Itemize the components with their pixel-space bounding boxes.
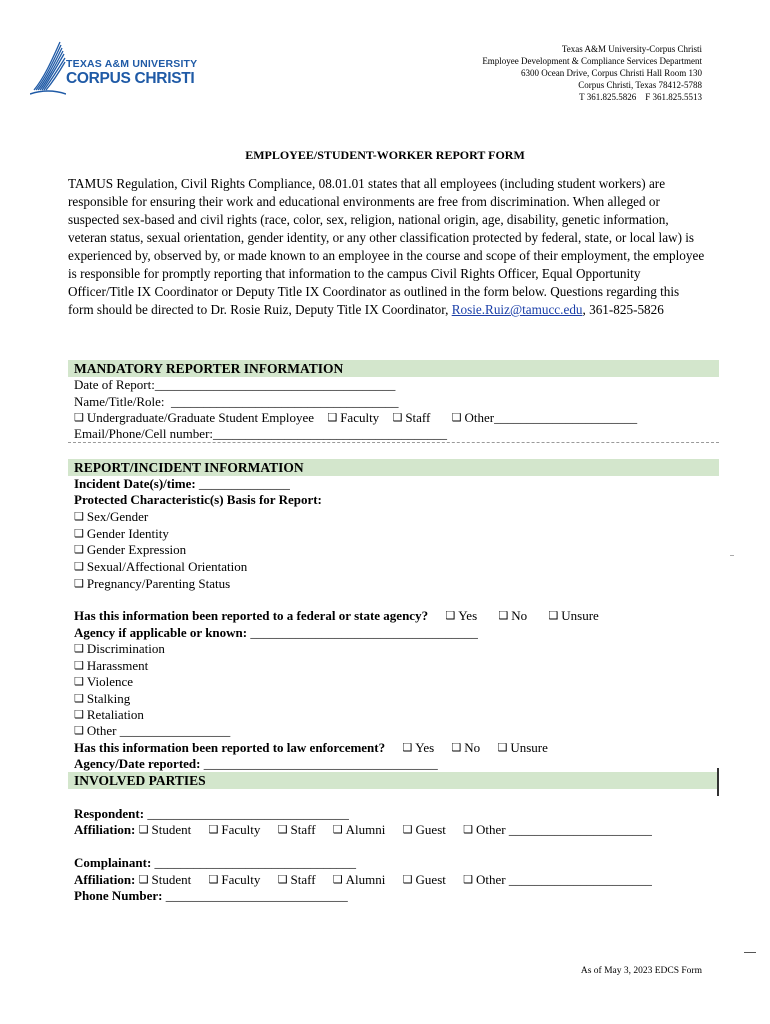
- name-field[interactable]: ___________________________________: [164, 394, 399, 409]
- checkbox-type-other[interactable]: ❑ Other: [74, 723, 117, 738]
- address-line: T 361.825.5826 F 361.825.5513: [579, 92, 702, 102]
- logo-line-2: CORPUS CHRISTI: [66, 70, 195, 87]
- parties-section-header: INVOLVED PARTIES: [68, 772, 719, 789]
- incident-dates-row: [74, 476, 290, 493]
- phone-row: [74, 888, 348, 905]
- checkbox-type-harassment[interactable]: ❑ Harassment: [74, 658, 149, 673]
- address-line: 6300 Ocean Drive, Corpus Christi Hall Room 130: [521, 68, 702, 78]
- law-agency-label: Agency/Date reported:: [74, 756, 201, 771]
- checkbox-icon: ❑: [74, 676, 84, 688]
- complainant-field[interactable]: _______________________________: [154, 855, 357, 870]
- agency-field[interactable]: ___________________________________: [250, 625, 478, 640]
- checkbox-resp-faculty[interactable]: ❑ Faculty: [208, 822, 261, 837]
- complainant-row: [74, 855, 356, 872]
- checkbox-icon: ❑: [138, 874, 149, 886]
- margin-tick: [730, 555, 734, 556]
- address-block: [482, 43, 702, 103]
- address-line: Employee Development & Compliance Services Department: [482, 56, 702, 66]
- checkbox-basis-orientation[interactable]: ❑ Sexual/Affectional Orientation: [74, 559, 248, 574]
- date-field[interactable]: _____________________________________: [154, 377, 396, 392]
- checkbox-icon: ❑: [74, 660, 84, 672]
- checkbox-icon: ❑: [74, 528, 84, 540]
- seagull-wing-icon: [30, 38, 66, 98]
- checkbox-icon: ❑: [332, 824, 343, 836]
- checkbox-icon: ❑: [74, 709, 84, 721]
- respondent-field[interactable]: _______________________________: [147, 806, 349, 821]
- agency-label: Agency if applicable or known:: [74, 625, 248, 640]
- checkbox-icon: ❑: [208, 824, 219, 836]
- intro-paragraph: [68, 175, 708, 319]
- footer-note: As of May 3, 2023 EDCS Form: [580, 966, 702, 976]
- checkbox-type-stalking[interactable]: ❑ Stalking: [74, 691, 131, 706]
- checkbox-type-discrimination[interactable]: ❑ Discrimination: [74, 641, 165, 656]
- checkbox-icon: ❑: [277, 824, 288, 836]
- checkbox-icon: ❑: [451, 412, 462, 424]
- checkbox-law-no[interactable]: ❑ No: [451, 740, 481, 755]
- checkbox-icon: ❑: [74, 412, 84, 424]
- checkbox-resp-other[interactable]: ❑ Other: [463, 822, 506, 837]
- checkbox-agency-no[interactable]: ❑ No: [498, 608, 528, 623]
- checkbox-law-yes[interactable]: ❑ Yes: [402, 740, 435, 755]
- checkbox-agency-yes[interactable]: ❑ Yes: [445, 608, 478, 623]
- checkbox-type-violence[interactable]: ❑ Violence: [74, 674, 134, 689]
- respondent-affiliation-row: [74, 822, 652, 840]
- name-row: [74, 394, 399, 411]
- logo-line-1: TEXAS A&M UNIVERSITY: [66, 58, 198, 70]
- form-title: EMPLOYEE/STUDENT-WORKER REPORT FORM: [245, 148, 525, 162]
- checkbox-law-unsure[interactable]: ❑ Unsure: [497, 740, 548, 755]
- checkbox-resp-guest[interactable]: ❑ Guest: [402, 822, 446, 837]
- affiliation-label: Affiliation:: [74, 822, 136, 837]
- checkbox-icon: ❑: [392, 412, 403, 424]
- checkbox-basis-pregnancy[interactable]: ❑ Pregnancy/Parenting Status: [74, 576, 231, 591]
- respondent-label: Respondent:: [74, 806, 145, 821]
- checkbox-comp-other[interactable]: ❑ Other: [463, 872, 506, 887]
- type-other-row: [74, 723, 230, 741]
- checkbox-icon: ❑: [74, 511, 84, 523]
- checkbox-icon: ❑: [402, 824, 413, 836]
- checkbox-comp-alumni[interactable]: ❑ Alumni: [332, 872, 386, 887]
- type-other-field[interactable]: _________________: [119, 723, 231, 738]
- law-agency-field[interactable]: ____________________________________: [203, 756, 438, 771]
- date-label: Date of Report:: [74, 377, 155, 392]
- law-question: Has this information been reported to law enforcement?: [74, 740, 386, 755]
- checkbox-icon: ❑: [332, 874, 343, 886]
- checkbox-comp-staff[interactable]: ❑ Staff: [277, 872, 316, 887]
- resp-other-field[interactable]: ______________________: [508, 822, 652, 837]
- respondent-row: [74, 806, 349, 823]
- checkbox-resp-staff[interactable]: ❑ Staff: [277, 822, 316, 837]
- checkbox-staff[interactable]: ❑ Staff: [392, 410, 431, 425]
- checkbox-comp-student[interactable]: ❑ Student: [138, 872, 192, 887]
- comp-other-field[interactable]: ______________________: [508, 872, 652, 887]
- checkbox-icon: ❑: [548, 610, 559, 622]
- checkbox-basis-gender-identity[interactable]: ❑ Gender Identity: [74, 526, 169, 541]
- checkbox-icon: ❑: [277, 874, 288, 886]
- basis-label: Protected Characteristic(s) Basis for Report:: [74, 492, 322, 507]
- law-question-row: [74, 740, 548, 758]
- complainant-label: Complainant:: [74, 855, 152, 870]
- checkbox-icon: ❑: [445, 610, 456, 622]
- intro-text: TAMUS Regulation, Civil Rights Compliance, 08.01.01 states that all employees (including student workers) are responsible for ensuring their work and educational environments are free from discrimination. When alleged or suspected sex-based and civil rights (race, color, sex, religion, national origin, age, disability, genetic information, veteran status, sexual orientation, gender identity, or any other classification protected by federal, state, or local law) is experienced by, observed by, or made known to an employee in the course and scope of their employment, the employee is responsible for promptly reporting that information to the campus Civil Rights Officer, Equal Opportunity Officer/Title IX Coordinator or Deputy Title IX Coordinator as outlined in the form below. Questions regarding this form should be directed to Dr. Rosie Ruiz, Deputy Title IX Coordinator,: [68, 176, 705, 317]
- checkbox-basis-sex-gender[interactable]: ❑ Sex/Gender: [74, 509, 149, 524]
- contact-field[interactable]: ____________________________________: [213, 426, 448, 441]
- affiliation-label: Affiliation:: [74, 872, 136, 887]
- contact-phone: , 361-825-5826: [582, 302, 664, 317]
- contact-label: Email/Phone/Cell number:: [74, 426, 214, 441]
- complainant-affiliation-row: [74, 872, 652, 890]
- contact-email-link[interactable]: Rosie.Ruiz@tamucc.edu: [451, 302, 583, 317]
- checkbox-faculty[interactable]: ❑ Faculty: [327, 410, 380, 425]
- checkbox-agency-unsure[interactable]: ❑ Unsure: [548, 608, 599, 623]
- agency-question-row: [74, 608, 599, 626]
- checkbox-icon: ❑: [327, 412, 338, 424]
- checkbox-icon: ❑: [74, 643, 84, 655]
- checkbox-icon: ❑: [402, 874, 413, 886]
- dashed-divider: [68, 442, 719, 443]
- agency-question: Has this information been reported to a federal or state agency?: [74, 608, 429, 623]
- mandatory-section-header: MANDATORY REPORTER INFORMATION: [68, 360, 719, 377]
- checkbox-icon: ❑: [74, 578, 84, 590]
- checkbox-icon: ❑: [463, 874, 473, 886]
- checkbox-icon: ❑: [208, 874, 219, 886]
- checkbox-comp-faculty[interactable]: ❑ Faculty: [208, 872, 261, 887]
- incident-section-header: REPORT/INCIDENT INFORMATION: [68, 459, 719, 476]
- role-row: [74, 410, 637, 428]
- checkbox-resp-student[interactable]: ❑ Student: [138, 822, 192, 837]
- margin-bar: [717, 768, 719, 796]
- incident-dates-field[interactable]: ______________: [198, 476, 290, 491]
- checkbox-icon: ❑: [74, 693, 84, 705]
- law-agency-row: [74, 756, 438, 773]
- agency-row: [74, 625, 478, 642]
- checkbox-icon: ❑: [498, 610, 509, 622]
- phone-label: Phone Number:: [74, 888, 163, 903]
- checkbox-comp-guest[interactable]: ❑ Guest: [402, 872, 446, 887]
- margin-dash: [744, 952, 756, 953]
- date-of-report-row: [74, 377, 395, 394]
- checkbox-icon: ❑: [497, 742, 508, 754]
- checkbox-icon: ❑: [463, 824, 473, 836]
- address-line: Texas A&M University-Corpus Christi: [561, 44, 702, 54]
- checkbox-icon: ❑: [451, 742, 462, 754]
- checkbox-icon: ❑: [74, 725, 84, 737]
- address-line: Corpus Christi, Texas 78412-5788: [578, 80, 702, 90]
- phone-field[interactable]: ____________________________: [165, 888, 348, 903]
- checkbox-other[interactable]: ❑ Other: [451, 410, 495, 425]
- contact-row: [74, 426, 447, 443]
- checkbox-resp-alumni[interactable]: ❑ Alumni: [332, 822, 386, 837]
- university-logo: [30, 38, 200, 98]
- name-label: Name/Title/Role:: [74, 394, 165, 409]
- checkbox-type-retaliation[interactable]: ❑ Retaliation: [74, 707, 144, 722]
- checkbox-basis-gender-expression[interactable]: ❑ Gender Expression: [74, 542, 187, 557]
- other-field[interactable]: ______________________: [494, 410, 638, 425]
- checkbox-student-employee[interactable]: ❑ Undergraduate/Graduate Student Employee: [74, 410, 315, 425]
- checkbox-icon: ❑: [138, 824, 149, 836]
- checkbox-icon: ❑: [74, 561, 84, 573]
- checkbox-icon: ❑: [402, 742, 413, 754]
- checkbox-icon: ❑: [74, 544, 84, 556]
- incident-dates-label: Incident Date(s)/time:: [74, 476, 196, 491]
